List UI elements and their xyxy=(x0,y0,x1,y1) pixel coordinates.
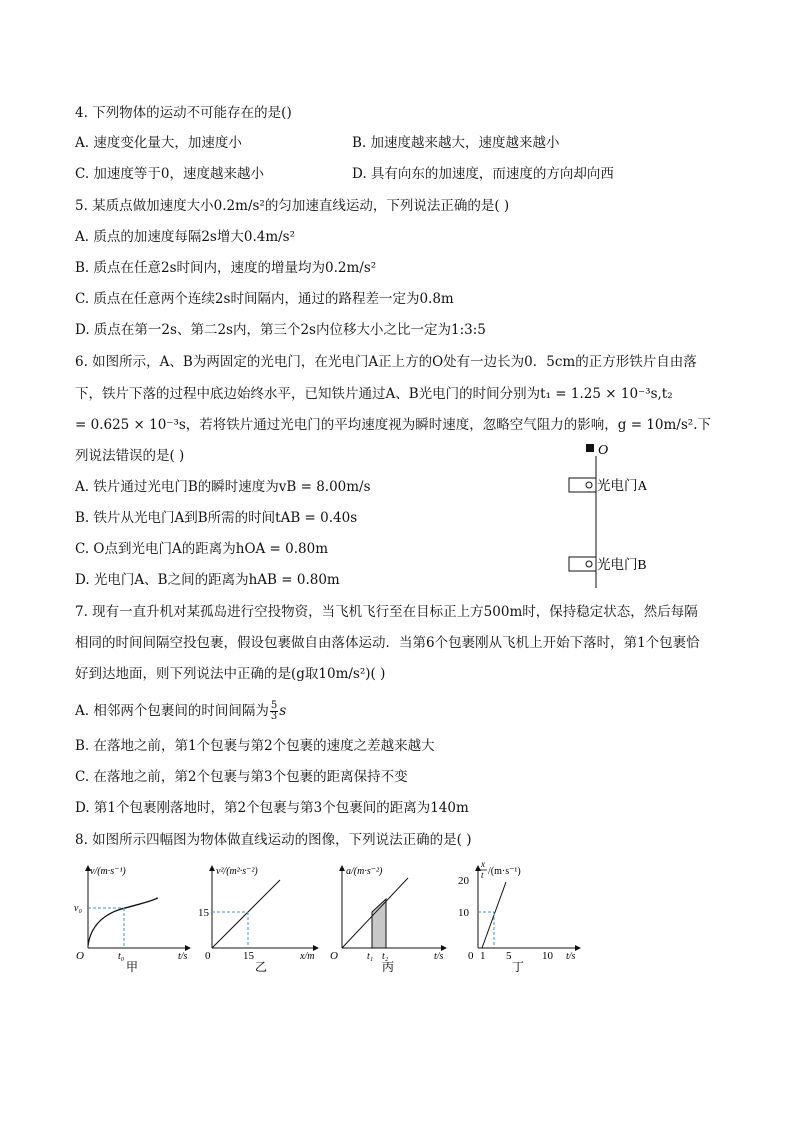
graph-yi xyxy=(200,858,325,978)
origin-label: O xyxy=(330,950,338,962)
q6-stem-line2: 下，铁片下落的过程中底边始终水平，已知铁片通过A、B光电门的时间分别为t₁ = 1.25 × 10⁻³s,t₂ xyxy=(75,386,673,402)
y-tick-20: 20 xyxy=(458,875,469,887)
y-tick-10: 10 xyxy=(458,907,469,919)
y-axis-label: v/(m·s⁻¹) xyxy=(90,866,126,877)
t2-tick: t₂ xyxy=(382,951,389,962)
q6-option-c: C. O点到光电门A的距离为hOA = 0.80m xyxy=(75,541,329,557)
v2-x-line xyxy=(212,880,280,948)
v0-tick: v₀ xyxy=(74,903,82,914)
x-tick-1: 1 xyxy=(480,950,486,962)
q7-fraction xyxy=(270,701,278,722)
q7-option-b: B. 在落地之前，第1个包裹与第2个包裹的速度之差越来越大 xyxy=(75,738,435,754)
q6-stem-line1: 6. 如图所示，A、B为两固定的光电门，在光电门A正上方的O处有一边长为0．5cm的正方形铁片自由落 xyxy=(75,354,697,370)
q6-option-a: A. 铁片通过光电门B的瞬时速度为vB = 8.00m/s xyxy=(75,479,371,495)
q4-option-d: D. 具有向东的加速度，而速度的方向却向西 xyxy=(352,166,614,182)
q5-option-c: C. 质点在任意两个连续2s时间隔内，通过的路程差一定为0.8m xyxy=(75,291,454,307)
y-tick-15: 15 xyxy=(198,907,209,919)
q7-fraction-den: 3 xyxy=(270,711,278,722)
y-axis-frac-den: t xyxy=(481,870,484,880)
iron-sheet xyxy=(586,444,594,452)
origin-label: 0 xyxy=(468,950,474,962)
q7-option-d: D. 第1个包裹刚落地时，第2个包裹与第3个包裹间的距离为140m xyxy=(75,800,469,816)
point-o-label: O xyxy=(598,443,609,458)
x-tick-15: 15 xyxy=(243,950,254,962)
q4-stem: 4. 下列物体的运动不可能存在的是() xyxy=(75,105,292,121)
q6-option-b: B. 铁片从光电门A到B所需的时间tAB = 0.40s xyxy=(75,510,358,526)
origin-label: O xyxy=(76,950,84,962)
q8-stem: 8. 如图所示四幅图为物体做直线运动的图像，下列说法正确的是( ) xyxy=(75,832,472,848)
x-axis-label: t/s xyxy=(178,951,188,962)
q6-option-d: D. 光电门A、B之间的距离为hAB = 0.80m xyxy=(75,572,340,588)
y-axis-unit: /(m·s⁻¹) xyxy=(488,866,521,877)
q4-option-b: B. 加速度越来越大，速度越来越小 xyxy=(352,135,560,151)
photogate-figure xyxy=(560,438,680,593)
x-axis-label: t/s xyxy=(566,951,576,962)
x-axis-label: x/m xyxy=(300,951,315,962)
caption-bing: 丙 xyxy=(382,960,395,974)
gate-b-sensor xyxy=(586,561,592,567)
t1-tick: t₁ xyxy=(367,951,374,962)
q6-stem-line3: = 0.625 × 10⁻³s，若将铁片通过光电门的平均速度视为瞬时速度，忽略空气阻力的影响，g = 10m/s².下 xyxy=(75,417,711,433)
caption-ding: 丁 xyxy=(512,960,525,974)
graph-ding xyxy=(456,858,586,978)
y-axis-label: a/(m·s⁻²) xyxy=(346,866,383,877)
caption-yi: 乙 xyxy=(255,960,268,974)
gate-b-label: 光电门B xyxy=(597,557,647,572)
v-t-curve-line xyxy=(88,898,158,946)
q7-fraction-num: 5 xyxy=(270,700,278,711)
q7-option-a-text: A. 相邻两个包裹间的时间间隔为 xyxy=(75,703,269,719)
q7-stem-line1: 7. 现有一直升机对某孤岛进行空投物资，当飞机飞行至在目标正上方500m时，保持稳定状态，然后每隔 xyxy=(75,604,698,620)
origin-label: 0 xyxy=(205,950,211,962)
x-tick-5: 5 xyxy=(506,950,512,962)
q5-option-a: A. 质点的加速度每隔2s增大0.4m/s² xyxy=(75,229,296,245)
q7-stem-line2: 相同的时间间隔空投包裹，假设包裹做自由落体运动．当第6个包裹刚从飞机上开始下落时，第1个包裹恰 xyxy=(75,635,700,651)
gate-a-sensor xyxy=(586,482,592,488)
y-axis-frac-num: x xyxy=(481,859,485,869)
q5-stem: 5. 某质点做加速度大小0.2m/s²的匀加速直线运动，下列说法正确的是( ) xyxy=(75,198,510,214)
y-axis-label: v²/(m²·s⁻²) xyxy=(216,866,258,877)
q7-stem-line3: 好到达地面，则下列说法中正确的是(g取10m/s²)( ) xyxy=(75,666,386,682)
q7-option-a-unit: s xyxy=(279,703,287,719)
q7-option-c: C. 在落地之前，第2个包裹与第3个包裹的距离保持不变 xyxy=(75,769,408,785)
q4-option-c: C. 加速度等于0，速度越来越小 xyxy=(75,166,265,182)
x-tick-10: 10 xyxy=(542,950,553,962)
q7-option-a xyxy=(75,701,286,722)
graph-jia xyxy=(72,858,197,978)
shaded-area xyxy=(372,899,386,948)
q5-option-b: B. 质点在任意2s时间内，速度的增量均为0.2m/s² xyxy=(75,260,377,276)
t0-tick: t₀ xyxy=(118,951,125,962)
caption-jia: 甲 xyxy=(126,960,139,974)
graph-bing xyxy=(328,858,453,978)
q5-option-d: D. 质点在第一2s、第二2s内，第三个2s内位移大小之比一定为1:3:5 xyxy=(75,322,486,338)
q4-option-a: A. 速度变化量大，加速度小 xyxy=(75,135,242,151)
q6-stem-line4: 列说法错误的是( ) xyxy=(75,448,185,464)
gate-a-label: 光电门A xyxy=(597,478,648,493)
x-axis-label: t/s xyxy=(434,951,444,962)
